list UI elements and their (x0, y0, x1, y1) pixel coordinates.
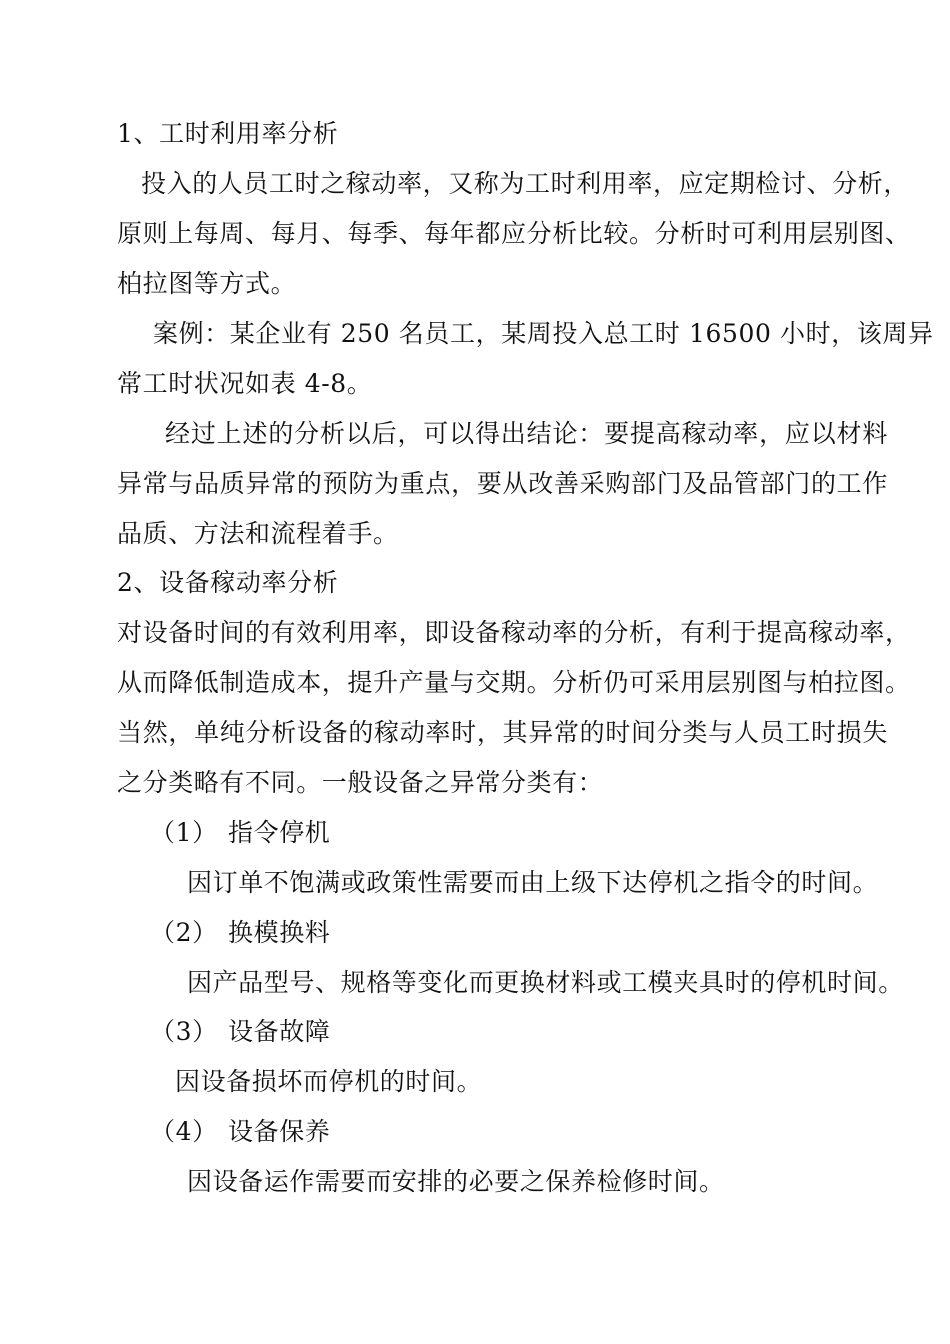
list-item-title: 设备保养 (228, 1117, 331, 1146)
paragraph-line: 柏拉图等方式。 (117, 269, 297, 298)
list-item-number: （3） (150, 1017, 218, 1046)
paragraph-line: 从而降低制造成本，提升产量与交期。分析仍可采用层别图与柏拉图。 (117, 668, 911, 697)
list-item-title: 设备故障 (228, 1017, 331, 1046)
list-item-heading (150, 817, 330, 849)
list-item-number: （4） (150, 1117, 218, 1146)
paragraph-line: 案例：某企业有 250 名员工，某周投入总工时 16500 小时，该周异 (153, 319, 934, 348)
paragraph-line: 当然，单纯分析设备的稼动率时，其异常的时间分类与人员工时损失 (117, 718, 888, 747)
list-item-heading (150, 917, 330, 949)
list-item-description: 因订单不饱满或政策性需要而由上级下达停机之指令的时间。 (187, 868, 879, 897)
list-item-number: （1） (150, 818, 218, 847)
paragraph-line: 异常与品质异常的预防为重点，要从改善采购部门及品管部门的工作 (117, 469, 888, 498)
paragraph-line: 之分类略有不同。一般设备之异常分类有： (117, 768, 604, 797)
section-heading-2: 2、设备稼动率分析 (117, 568, 339, 597)
list-item-description: 因设备损坏而停机的时间。 (175, 1067, 483, 1096)
paragraph-line: 投入的人员工时之稼动率，又称为工时利用率，应定期检讨、分析， (141, 169, 910, 198)
list-item-title: 换模换料 (228, 918, 331, 947)
section-heading-1: 1、工时利用率分析 (117, 119, 339, 148)
list-item-number: （2） (150, 918, 218, 947)
paragraph-line: 对设备时间的有效利用率，即设备稼动率的分析，有利于提高稼动率， (117, 618, 911, 647)
list-item-description: 因产品型号、规格等变化而更换材料或工模夹具时的停机时间。 (187, 968, 904, 997)
paragraph-line: 经过上述的分析以后，可以得出结论：要提高稼动率，应以材料 (165, 419, 888, 448)
paragraph-line: 常工时状况如表 4-8。 (117, 369, 373, 398)
list-item-heading (150, 1016, 330, 1048)
paragraph-line: 品质、方法和流程着手。 (117, 519, 399, 548)
list-item-title: 指令停机 (228, 818, 331, 847)
list-item-heading (150, 1116, 330, 1148)
list-item-description: 因设备运作需要而安排的必要之保养检修时间。 (187, 1167, 725, 1196)
paragraph-line: 原则上每周、每月、每季、每年都应分析比较。分析时可利用层别图、 (117, 219, 911, 248)
